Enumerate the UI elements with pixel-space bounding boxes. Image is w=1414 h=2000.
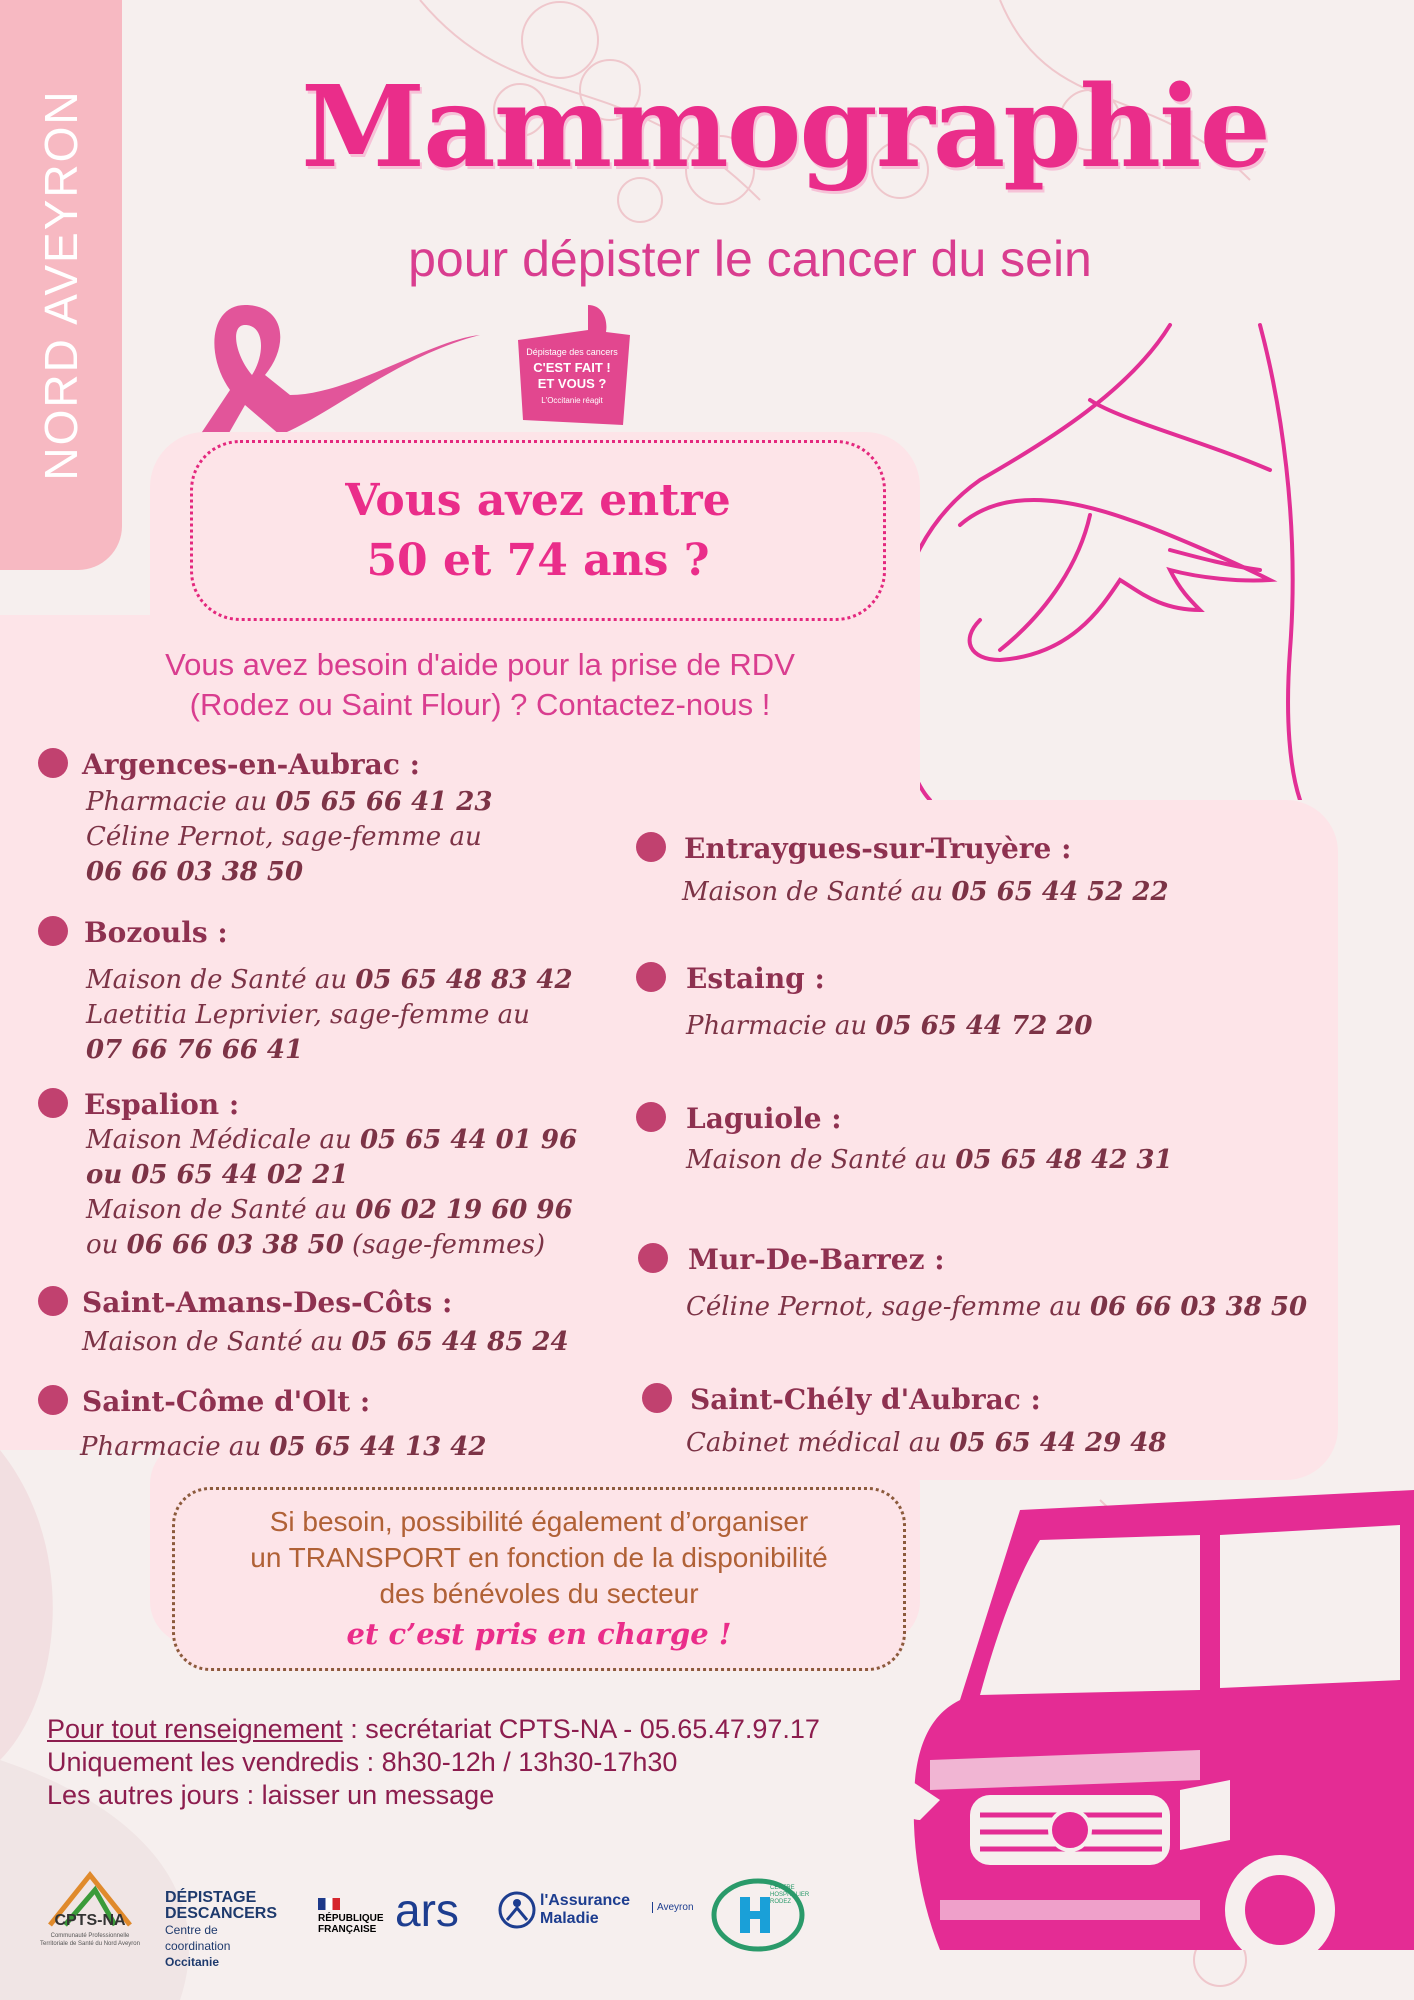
contact-line: Pharmacie au 05 65 66 41 23 — [86, 787, 493, 817]
contact-line: Maison de Santé au 05 65 48 83 42 — [86, 965, 573, 995]
bullet-icon — [38, 916, 68, 946]
bullet-icon — [636, 1102, 666, 1132]
transport-box — [172, 1487, 906, 1671]
location-title: Espalion : — [84, 1088, 240, 1121]
location-bozouls — [38, 916, 598, 1068]
breast-illustration-icon — [900, 320, 1400, 800]
contact-line: Cabinet médical au 05 65 44 29 48 — [686, 1428, 1167, 1458]
contact-line: Maison Médicale au 05 65 44 01 96 — [86, 1125, 578, 1155]
bullet-icon — [38, 1286, 68, 1316]
cpts-name: CPTS-NA — [54, 1912, 126, 1929]
location-title: Saint-Amans-Des-Côts : — [82, 1286, 453, 1319]
location-title: Estaing : — [686, 962, 825, 995]
contact-line: Maison de Santé au 05 65 44 52 22 — [682, 877, 1169, 907]
age-question-line-2: 50 et 74 ans ? — [366, 534, 710, 586]
location-title: Saint-Côme d'Olt : — [82, 1385, 371, 1418]
centre-hospitalier-rodez-logo — [708, 1875, 808, 1955]
badge-line-2: C'EST FAIT ! — [533, 360, 611, 375]
contact-line: ou 06 66 03 38 50 (sage-femmes) — [86, 1230, 546, 1260]
badge-line-4: L'Occitanie réagit — [541, 396, 603, 405]
location-saint-come — [38, 1385, 598, 1465]
contact-line: Pharmacie au 05 65 44 72 20 — [686, 1011, 1093, 1041]
location-title: Bozouls : — [84, 916, 228, 949]
location-laguiole — [636, 1102, 1336, 1178]
location-title: Entraygues-sur-Truyère : — [684, 832, 1072, 865]
badge-line-1: Dépistage des cancers — [526, 347, 618, 357]
assurance-maladie-icon — [497, 1890, 537, 1930]
location-title: Laguiole : — [686, 1102, 842, 1135]
contact-line: Céline Pernot, sage-femme au 06 66 03 38 50 — [686, 1292, 1308, 1322]
pink-ribbon-icon — [170, 295, 490, 445]
location-saint-chely — [642, 1383, 1342, 1461]
bullet-icon — [38, 748, 68, 778]
transport-line-3: des bénévoles du secteur — [379, 1578, 699, 1609]
info-line-2: Uniquement les vendredis : 8h30-12h / 13h30-17h30 — [47, 1747, 678, 1777]
contact-line: 06 66 03 38 50 — [86, 857, 304, 887]
help-text — [80, 645, 880, 725]
help-line-1: Vous avez besoin d'aide pour la prise de RDV — [165, 647, 795, 682]
contact-line: Maison de Santé au 05 65 44 85 24 — [82, 1327, 569, 1357]
location-espalion — [38, 1088, 598, 1263]
location-title: Mur-De-Barrez : — [688, 1243, 945, 1276]
bullet-icon — [38, 1088, 68, 1118]
location-saint-amans — [38, 1286, 598, 1360]
assurance-maladie-logo: l'Assurance Maladie — [540, 1892, 631, 1927]
page-subtitle: pour dépister le cancer du sein — [408, 231, 1092, 287]
contact-line: Céline Pernot, sage-femme au — [86, 822, 482, 852]
contact-line: Pharmacie au 05 65 44 13 42 — [80, 1432, 487, 1462]
contact-line: Maison de Santé au 05 65 48 42 31 — [686, 1145, 1173, 1175]
help-line-2: (Rodez ou Saint Flour) ? Contactez-nous ! — [189, 687, 771, 722]
contact-line: 07 66 76 66 41 — [86, 1035, 304, 1065]
cpts-na-logo — [40, 1870, 140, 1960]
age-question-box — [190, 440, 886, 621]
transport-emphasis: et c’est pris en charge ! — [346, 1617, 732, 1651]
side-tab-label: NORD AVEYRON — [35, 89, 87, 481]
contact-line: Laetitia Leprivier, sage-femme au — [86, 1000, 530, 1030]
contact-line: Maison de Santé au 06 02 19 60 96 — [86, 1195, 573, 1225]
bullet-icon — [636, 962, 666, 992]
location-argences — [38, 748, 598, 890]
thumbs-up-badge-icon — [508, 300, 638, 430]
location-title: Argences-en-Aubrac : — [82, 748, 420, 781]
info-line-3: Les autres jours : laisser un message — [47, 1780, 495, 1810]
contact-line: ou 05 65 44 02 21 — [86, 1160, 349, 1190]
info-line-1: Pour tout renseignement : secrétariat CPTS-NA - 05.65.47.97.17 — [47, 1714, 820, 1744]
bullet-icon — [638, 1243, 668, 1273]
contact-info — [47, 1713, 947, 1812]
transport-line-1: Si besoin, possibilité également d’organiser — [269, 1506, 809, 1537]
bullet-icon — [636, 832, 666, 862]
side-tab — [0, 0, 122, 570]
cpts-subtitle: Communauté Professionnelle Territoriale de Santé du Nord Aveyron — [40, 1933, 140, 1947]
ars-logo: ars — [395, 1884, 459, 1936]
aveyron-label: Aveyron — [652, 1902, 694, 1913]
bullet-icon — [38, 1385, 68, 1415]
republique-francaise-logo: RÉPUBLIQUE FRANÇAISE — [318, 1898, 388, 1935]
age-question-line-1: Vous avez entre — [345, 474, 731, 526]
van-illustration-icon — [900, 1480, 1414, 1950]
badge-line-3: ET VOUS ? — [537, 376, 607, 391]
info-label: Pour tout renseignement — [47, 1714, 343, 1744]
location-estaing — [636, 962, 1336, 1044]
hospital-name: CENTRE HOSPITALIER RODEZ — [770, 1885, 810, 1905]
transport-line-2: un TRANSPORT en fonction de la disponibilité — [250, 1542, 828, 1573]
location-mur-de-barrez — [638, 1243, 1338, 1325]
depistage-cancers-logo: DÉPISTAGE DESCANCERS Centre de coordination Occitanie — [165, 1889, 278, 1969]
page-title: Mammographie — [301, 62, 1269, 193]
location-entraygues — [636, 832, 1336, 910]
location-title: Saint-Chély d'Aubrac : — [690, 1383, 1041, 1416]
bullet-icon — [642, 1383, 672, 1413]
